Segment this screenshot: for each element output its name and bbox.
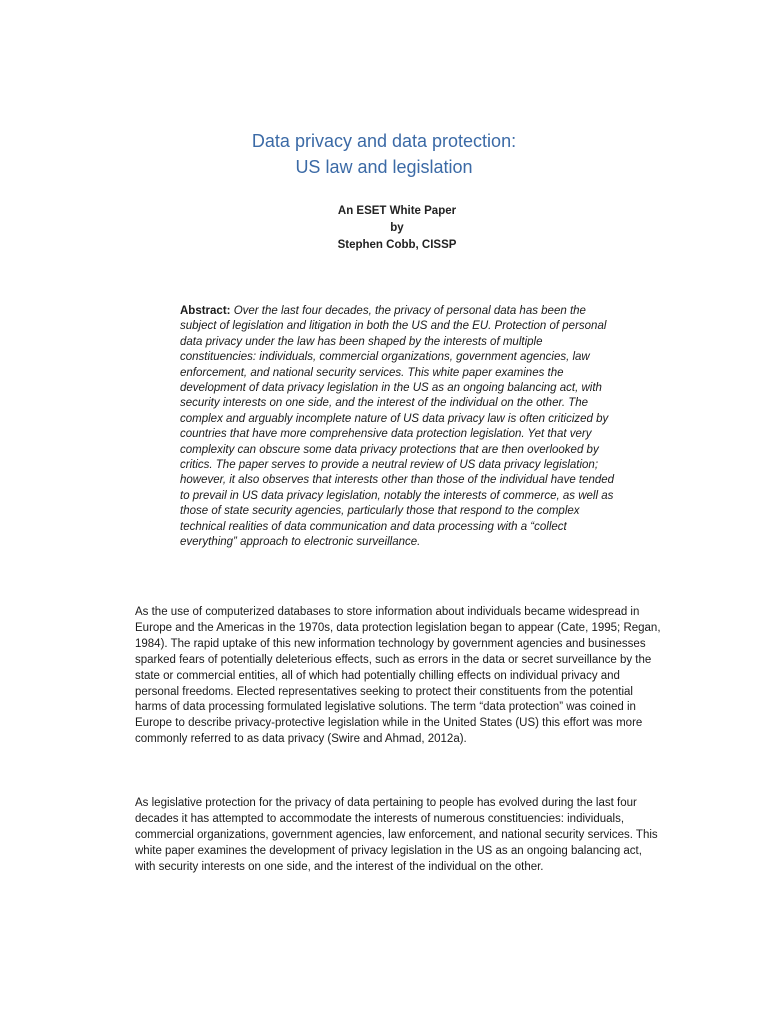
byline-by: by bbox=[390, 222, 404, 234]
byline-publication: An ESET White Paper bbox=[337, 205, 457, 217]
body-paragraph-1: As the use of computerized databases to store information about individuals became widespread in Europe and the Americas in the 1970s, data protection legislation began to appear (Cate, 1995; Regan, 1984). The rapid uptake of this new information technology by government agencies and businesses sparked fears of potentially deleterious effects, such as errors in the data or secret surveillance by the state or commercial entities, all of which had potentially chilling effects on individual privacy and personal freedoms. Elected representatives seeking to protect their constituents from the potential harms of data processing formulated legislative solutions. The term “data protection” was coined in Europe to describe privacy-protective legislation while in the United States (US) this effort was more commonly referred to as data privacy (Swire and Ahmad, 2012a). bbox=[135, 606, 661, 746]
abstract-label: Abstract: bbox=[180, 305, 231, 317]
byline-author: Stephen Cobb, CISSP bbox=[337, 239, 457, 251]
abstract bbox=[180, 304, 620, 551]
body-paragraph-2: As legislative protection for the privacy of data pertaining to people has evolved during the last four decades it has attempted to accommodate the interests of numerous constituencies: individuals, commercial organizations, government agencies, law enforcement, and national security services. This white paper examines the development of privacy legislation in the US as an ongoing balancing act, with security interests on one side, and the interest of the individual on the other. bbox=[135, 797, 658, 873]
title-line-2: US law and legislation bbox=[295, 157, 473, 177]
title-line-1: Data privacy and data protection: bbox=[251, 131, 517, 151]
abstract-text: Over the last four decades, the privacy of personal data has been the subject of legislation and litigation in both the US and the EU. Protection of personal data privacy under the law has been shaped by the interests of multiple constituencies: individuals, commercial organizations, government agencies, law enforcement, and national security services. This white paper examines the development of data privacy legislation in the US as an ongoing balancing act, with security interests on one side, and the interest of the individual on the other. The complex and arguably incomplete nature of US data privacy law is often criticized by countries that have more comprehensive data protection legislation. Yet that very complexity can obscure some data privacy protections that are then overlooked by critics. The paper serves to provide a neutral review of US data privacy legislation; however, it also observes that interests other than those of the individual have tended to prevail in US data privacy legislation, notably the interests of commerce, as well as those of state security agencies, particularly those that respond to the complex technical realities of data communication and data processing with a “collect everything” approach to electronic surveillance. bbox=[180, 305, 615, 549]
byline bbox=[0, 203, 768, 254]
document-title bbox=[0, 128, 768, 180]
